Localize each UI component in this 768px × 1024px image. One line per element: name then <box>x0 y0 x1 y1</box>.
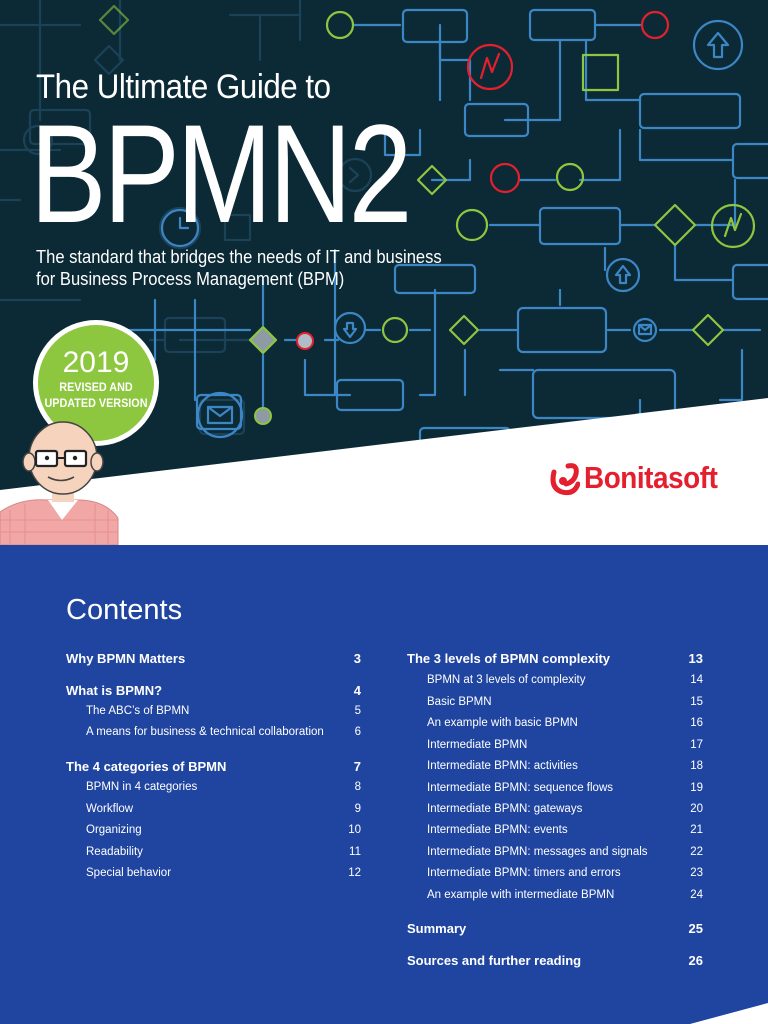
contents-section <box>0 545 768 1024</box>
mascot-illustration <box>0 420 125 545</box>
toc-entry-label: Basic BPMN <box>427 696 492 708</box>
toc-entry-page: 23 <box>690 867 703 879</box>
toc-entry-page: 26 <box>688 953 703 968</box>
cover-subtitle-line2: for Business Process Management (BPM) <box>36 269 345 289</box>
badge-line-1: REVISED AND <box>59 380 133 394</box>
toc-entry-page: 17 <box>690 739 703 751</box>
toc-entry-label: Intermediate BPMN: timers and errors <box>427 867 621 879</box>
toc-entry-label: The 4 categories of BPMN <box>66 759 227 774</box>
toc-entry-page: 5 <box>354 705 361 717</box>
cover-title-main: BPMN2 <box>30 95 410 252</box>
toc-entry-page: 11 <box>349 846 361 858</box>
toc-entry-page: 15 <box>690 696 703 708</box>
toc-entry-page: 9 <box>354 803 361 815</box>
toc-entry-page: 8 <box>354 781 361 793</box>
toc-entry-label: The 3 levels of BPMN complexity <box>407 651 611 666</box>
brand-name: Bonitasoft <box>584 460 718 495</box>
toc-entry-label: Why BPMN Matters <box>66 651 186 666</box>
cover-subtitle <box>36 246 442 290</box>
toc-entry-page: 20 <box>690 803 703 815</box>
toc-entry-page: 14 <box>690 674 703 686</box>
toc-entry-label: Special behavior <box>86 867 172 879</box>
toc-entry-label: Summary <box>407 921 467 936</box>
toc-entry-page: 12 <box>348 867 361 879</box>
toc-entry-page: 24 <box>690 889 703 901</box>
toc-entry-label: Intermediate BPMN: activities <box>427 760 578 772</box>
toc-entry-label: Intermediate BPMN <box>427 739 528 751</box>
toc-entry-label: Intermediate BPMN: sequence flows <box>427 782 614 794</box>
toc-entry-page: 13 <box>688 651 703 666</box>
toc-entry-page: 18 <box>690 760 703 772</box>
badge-line-2: UPDATED VERSION <box>44 396 148 410</box>
toc-entry-label: Readability <box>86 846 143 858</box>
toc-entry-label: Intermediate BPMN: messages and signals <box>427 846 648 858</box>
toc-entry-page: 16 <box>690 717 703 729</box>
toc-entry-label: What is BPMN? <box>66 683 163 698</box>
toc-entry-label: Intermediate BPMN: gateways <box>427 803 583 815</box>
toc-entry-page: 25 <box>688 921 703 936</box>
toc-entry-page: 3 <box>353 651 361 666</box>
toc-entry-label: An example with basic BPMN <box>427 717 578 729</box>
toc-entry-label: Organizing <box>86 824 142 836</box>
toc-entry-page: 22 <box>690 846 703 858</box>
cover-title-prefix: The Ultimate Guide to <box>36 68 331 106</box>
bonitasoft-logo <box>548 462 580 496</box>
toc-entry-label: The ABC’s of BPMN <box>86 705 190 717</box>
toc-entry-page: 10 <box>348 824 361 836</box>
toc-entry-label: Sources and further reading <box>407 953 582 968</box>
cover-subtitle-line1: The standard that bridges the needs of IT and business <box>36 247 442 267</box>
toc-entry-label: Workflow <box>86 803 134 815</box>
toc-entry-page: 6 <box>354 726 361 738</box>
toc-entry-page: 19 <box>690 782 703 794</box>
toc-entry-label: Intermediate BPMN: events <box>427 824 568 836</box>
toc-entry-label: An example with intermediate BPMN <box>427 889 615 901</box>
badge-year: 2019 <box>62 346 130 379</box>
toc-entry-label: BPMN in 4 categories <box>86 781 198 793</box>
contents-title: Contents <box>66 594 183 626</box>
toc-entry-page: 7 <box>353 759 361 774</box>
toc-entry-label: BPMN at 3 levels of complexity <box>427 674 586 686</box>
toc-entry-page: 21 <box>690 824 703 836</box>
toc-entry-page: 4 <box>353 683 361 698</box>
toc-entry-label: A means for business & technical collaboration <box>86 726 324 738</box>
